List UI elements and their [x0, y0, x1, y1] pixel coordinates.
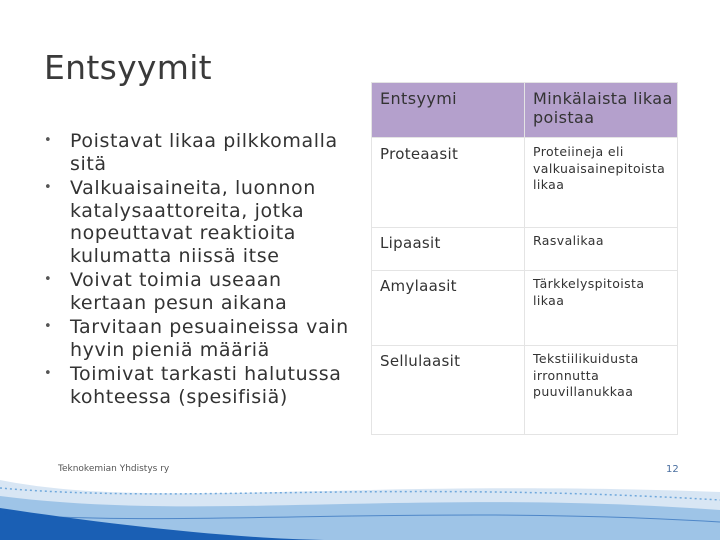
bullet-item: [44, 363, 354, 408]
table-row: [372, 346, 678, 435]
enzyme-name: Sellulaasit: [372, 346, 525, 435]
wave-decoration: [0, 470, 720, 540]
enzyme-removes: Tärkkelyspitoista likaa: [525, 271, 678, 346]
table-row: [372, 228, 678, 271]
bullet-text: Voivat toimia useaan kertaan pesun aikana: [70, 269, 288, 314]
bullet-text: Valkuaisaineita, luonnon katalysaattoreita, jotka nopeuttavat reaktioita kulumatta niissä itse: [70, 177, 316, 267]
bullet-item: [44, 177, 354, 267]
bullet-text: Toimivat tarkasti halutussa kohteessa (spesifisiä): [70, 363, 342, 408]
table-row: [372, 271, 678, 346]
enzyme-name: Amylaasit: [372, 271, 525, 346]
bullet-dot-icon: •: [44, 366, 53, 381]
page-number: 12: [666, 464, 679, 475]
bullet-item: [44, 130, 354, 175]
bullet-text: Tarvitaan pesuaineissa vain hyvin pieniä määriä: [70, 316, 349, 361]
column-header-removes: Minkälaista likaa poistaa: [525, 83, 678, 138]
table-row: [372, 138, 678, 228]
enzyme-table: [371, 82, 678, 435]
bullet-dot-icon: •: [44, 319, 53, 334]
footer-organization: Teknokemian Yhdistys ry: [58, 464, 170, 474]
slide-title: Entsyymit: [44, 48, 212, 87]
column-header-enzyme: Entsyymi: [372, 83, 525, 138]
bullet-item: [44, 316, 354, 361]
enzyme-name: Lipaasit: [372, 228, 525, 271]
bullet-list: [44, 130, 354, 408]
bullet-dot-icon: •: [44, 180, 53, 195]
enzyme-removes: Rasvalikaa: [525, 228, 678, 271]
enzyme-removes: Proteiineja eli valkuaisainepitoista likaa: [525, 138, 678, 228]
bullet-dot-icon: •: [44, 272, 53, 287]
bullet-text: Poistavat likaa pilkkomalla sitä: [70, 130, 338, 175]
bullet-dot-icon: •: [44, 133, 53, 148]
bullet-item: [44, 269, 354, 314]
enzyme-removes: Tekstiilikuidusta irronnutta puuvillanukkaa: [525, 346, 678, 435]
table-header-row: [372, 83, 678, 138]
enzyme-name: Proteaasit: [372, 138, 525, 228]
